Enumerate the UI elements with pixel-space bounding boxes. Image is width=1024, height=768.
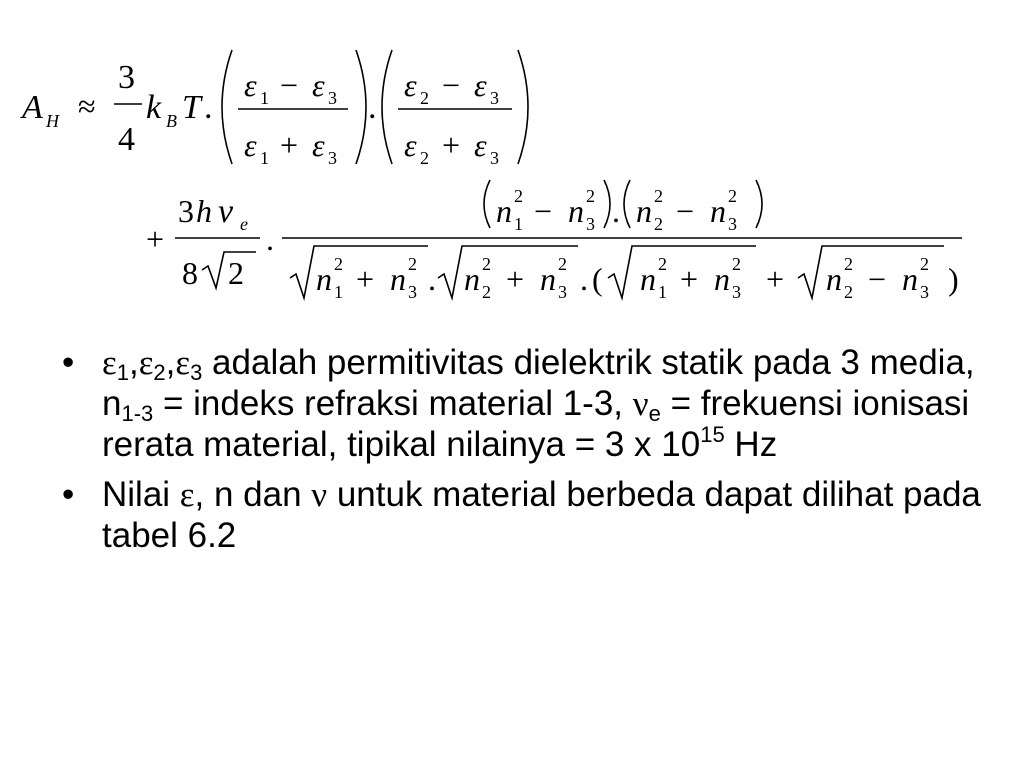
- nu-symbol: ν: [311, 475, 328, 514]
- approx-sign: ≈: [78, 88, 96, 124]
- comma: ,: [128, 343, 139, 382]
- superscript: 2: [732, 254, 741, 274]
- epsilon-symbol: ε: [175, 343, 191, 382]
- symbol-n: n: [636, 193, 652, 229]
- numeral: 3: [178, 193, 194, 229]
- subscript-B: B: [166, 111, 177, 131]
- subscript: 1: [260, 88, 269, 108]
- left-paren: [222, 50, 232, 164]
- epsilon-symbol: ε: [179, 475, 195, 514]
- symbol-n: n: [902, 261, 918, 297]
- bullet-text: untuk material berbeda dapat dilihat pada tabel 6.2: [102, 475, 981, 555]
- plus-sign: +: [442, 127, 461, 163]
- hamaker-constant-formula: [0, 0, 1024, 330]
- superscript: 2: [334, 254, 343, 274]
- dot-operator: .: [428, 261, 436, 297]
- subscript: 2: [420, 148, 429, 168]
- epsilon: ε: [312, 67, 325, 103]
- subscript: 1: [658, 282, 667, 302]
- subscript: 1-3: [121, 401, 154, 426]
- symbol-n: n: [496, 193, 512, 229]
- bullet-text: = frekuensi ionisasi rerata material, tipikal nilainya = 3 x 10: [102, 384, 970, 464]
- minus-sign: −: [442, 67, 461, 103]
- symbol-n: n: [568, 193, 584, 229]
- left-paren: [624, 180, 630, 228]
- epsilon-symbol: ε: [102, 343, 117, 382]
- superscript: 2: [514, 186, 523, 206]
- bullet-item-table-reference: [62, 474, 982, 556]
- subscript: 1: [116, 360, 129, 385]
- subscript: 1: [260, 148, 269, 168]
- epsilon: ε: [312, 127, 325, 163]
- right-paren: [604, 180, 610, 228]
- bullet-text: , n dan: [194, 475, 312, 514]
- subscript: 3: [558, 282, 567, 302]
- formula-line-2: [146, 180, 962, 302]
- epsilon: ε: [404, 67, 417, 103]
- subscript: 3: [728, 214, 737, 234]
- dot-operator: .: [580, 261, 588, 297]
- epsilon: ε: [244, 67, 257, 103]
- subscript: 1: [334, 282, 343, 302]
- subscript: 2: [153, 360, 166, 385]
- superscript: 2: [728, 186, 737, 206]
- epsilon: ε: [404, 127, 417, 163]
- superscript: 2: [844, 254, 853, 274]
- fraction-denominator: 4: [118, 121, 135, 158]
- subscript: 3: [328, 148, 337, 168]
- dot-operator: .: [612, 193, 620, 229]
- fraction-numerator: 3: [118, 59, 135, 96]
- symbol-n: n: [640, 261, 656, 297]
- right-paren: [518, 50, 528, 164]
- superscript: 2: [482, 254, 491, 274]
- symbol-A: A: [22, 89, 43, 126]
- subscript-H: H: [46, 111, 59, 131]
- subscript: 2: [420, 88, 429, 108]
- nu-symbol: ν: [632, 384, 649, 423]
- subscript: 2: [654, 214, 663, 234]
- symbol-n: n: [540, 261, 556, 297]
- subscript: 3: [328, 88, 337, 108]
- subscript: 1: [514, 214, 523, 234]
- plus-sign: +: [146, 221, 165, 257]
- superscript: 2: [408, 254, 417, 274]
- superscript: 2: [920, 254, 929, 274]
- superscript: 2: [586, 186, 595, 206]
- subscript: 3: [490, 88, 499, 108]
- dot-operator: .: [204, 89, 213, 126]
- symbol-nu: ν: [218, 193, 234, 230]
- minus-sign: −: [868, 261, 887, 297]
- bullet-marker: •: [62, 475, 75, 514]
- bullet-text: = indeks refraksi material 1-3,: [153, 384, 633, 423]
- subscript: 3: [190, 360, 203, 385]
- symbol-h: h: [196, 193, 212, 229]
- bullet-item-definitions: [62, 342, 982, 465]
- symbol-T: T: [182, 89, 201, 126]
- bullet-text: Hz: [724, 425, 778, 464]
- dot-operator: .: [368, 89, 377, 126]
- superscript: 2: [654, 186, 663, 206]
- plus-sign: +: [680, 261, 699, 297]
- epsilon: ε: [474, 127, 487, 163]
- symbol-n: n: [710, 193, 726, 229]
- left-paren: [382, 50, 392, 164]
- subscript: 3: [490, 148, 499, 168]
- right-paren: [356, 50, 366, 164]
- subscript: 3: [586, 214, 595, 234]
- symbol-n: n: [316, 261, 332, 297]
- left-bracket: (: [592, 261, 603, 297]
- left-paren: [484, 180, 490, 228]
- subscript: 3: [732, 282, 741, 302]
- minus-sign: −: [676, 193, 695, 229]
- superscript: 2: [658, 254, 667, 274]
- subscript: 2: [482, 282, 491, 302]
- symbol-n: n: [464, 261, 480, 297]
- plus-sign: +: [766, 261, 785, 297]
- epsilon: ε: [244, 127, 257, 163]
- symbol-n: n: [390, 261, 406, 297]
- subscript: e: [648, 401, 661, 426]
- bullet-text: Nilai: [102, 475, 180, 514]
- superscript: 2: [558, 254, 567, 274]
- subscript-e: e: [240, 214, 248, 234]
- symbol-n: n: [826, 261, 842, 297]
- formula-line-1: [20, 50, 528, 168]
- bullet-list: [62, 342, 982, 565]
- dot-operator: .: [266, 221, 274, 257]
- symbol-k: k: [146, 89, 162, 126]
- plus-sign: +: [506, 261, 525, 297]
- bullet-text: adalah permitivitas dielektrik statik pada 3 media, n: [102, 343, 975, 423]
- radicand: 2: [228, 255, 244, 291]
- bullet-marker: •: [62, 343, 75, 382]
- symbol-n: n: [714, 261, 730, 297]
- minus-sign: −: [534, 193, 553, 229]
- plus-sign: +: [280, 127, 299, 163]
- subscript: 3: [408, 282, 417, 302]
- minus-sign: −: [280, 67, 299, 103]
- comma: ,: [165, 343, 176, 382]
- subscript: 3: [920, 282, 929, 302]
- right-bracket: ): [948, 261, 959, 297]
- epsilon-symbol: ε: [138, 343, 154, 382]
- plus-sign: +: [356, 261, 375, 297]
- superscript: 15: [700, 422, 725, 447]
- epsilon: ε: [474, 67, 487, 103]
- right-paren: [756, 180, 762, 228]
- subscript: 2: [844, 282, 853, 302]
- numeral: 8: [182, 255, 198, 291]
